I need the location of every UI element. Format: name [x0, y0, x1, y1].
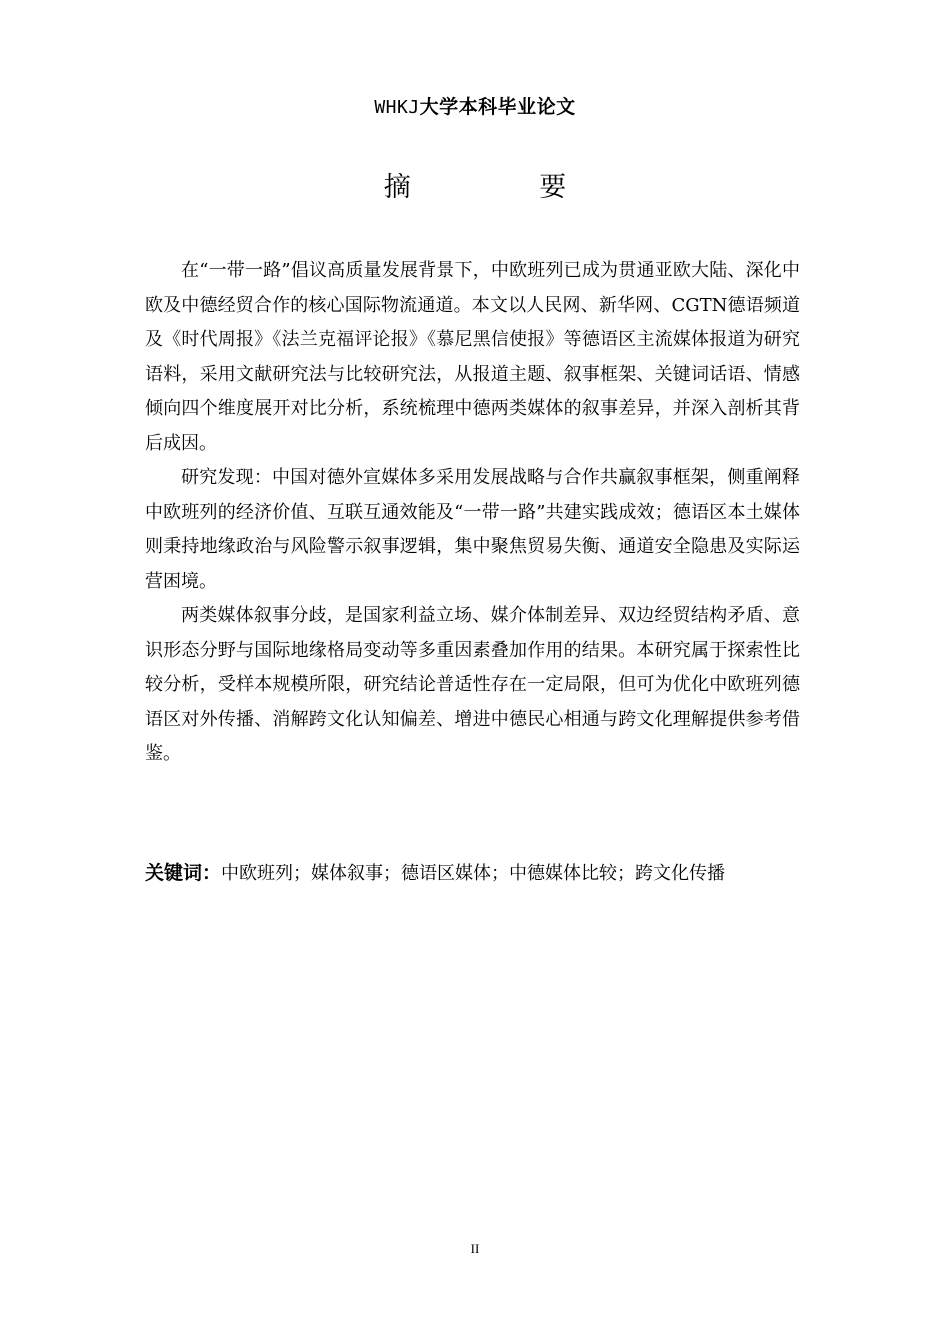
keywords-text: 中欧班列；媒体叙事；德语区媒体；中德媒体比较；跨文化传播	[221, 863, 726, 884]
abstract-paragraph-3: 两类媒体叙事分歧，是国家利益立场、媒介体制差异、双边经贸结构矛盾、意识形态分野与国际地缘格局变动等多重因素叠加作用的结果。本研究属于探索性比较分析，受样本规模所限，研究结论普适性存在一定局限，但可为优化中欧班列德语区对外传播、消解跨文化认知偏差、增进中德民心相通与跨文化理解提供参考借鉴。	[145, 605, 800, 764]
keywords-line	[145, 856, 845, 891]
keywords-label: 关键词：	[145, 862, 222, 884]
header-university-code: WHKJ	[374, 97, 420, 118]
running-header	[0, 94, 950, 121]
page-number: II	[470, 1241, 480, 1256]
header-thesis-type: 大学本科毕业论文	[419, 96, 576, 118]
abstract-paragraph-2: 研究发现：中国对德外宣媒体多采用发展战略与合作共赢叙事框架，侧重阐释中欧班列的经济价值、互联互通效能及“一带一路”共建实践成效；德语区本土媒体则秉持地缘政治与风险警示叙事逻辑，集中聚焦贸易失衡、通道安全隐患及实际运营困境。	[145, 467, 800, 592]
abstract-body	[145, 254, 800, 772]
abstract-paragraph-1: 在“一带一路”倡议高质量发展背景下，中欧班列已成为贯通亚欧大陆、深化中欧及中德经贸合作的核心国际物流通道。本文以人民网、新华网、CGTN德语频道及《时代周报》《法兰克福评论报》《慕尼黑信使报》等德语区主流媒体报道为研究语料，采用文献研究法与比较研究法，从报道主题、叙事框架、关键词话语、情感倾向四个维度展开对比分析，系统梳理中德两类媒体的叙事差异，并深入剖析其背后成因。	[145, 260, 800, 454]
abstract-title: 摘 要	[383, 172, 627, 203]
